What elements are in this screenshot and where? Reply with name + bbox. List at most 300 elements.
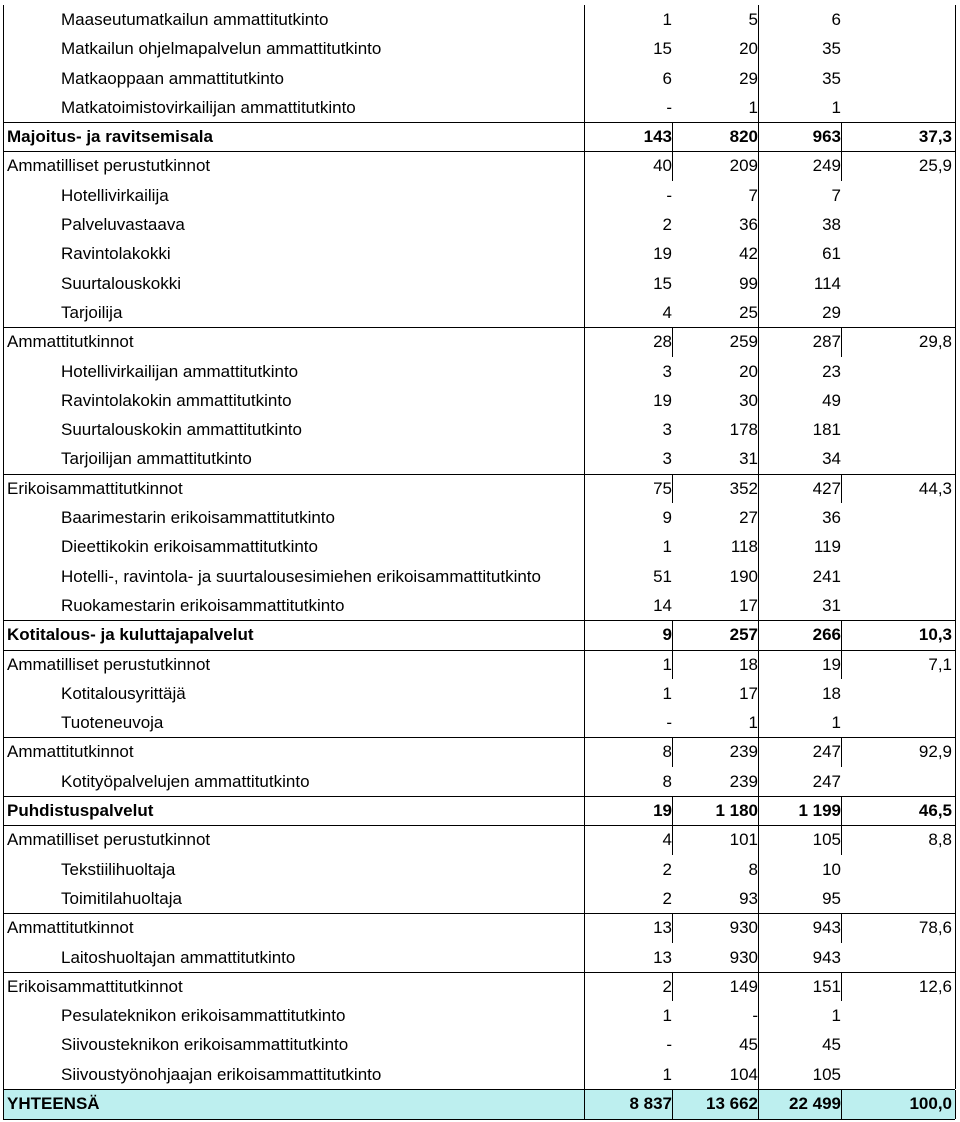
grid-line <box>3 884 4 913</box>
statistics-table <box>3 5 955 1120</box>
value-col-1: - <box>666 97 672 117</box>
grid-line <box>584 1060 585 1089</box>
grid-line <box>584 884 585 913</box>
value-col-1: 19 <box>653 390 672 410</box>
value-col-1: 1 <box>662 1006 672 1026</box>
row-label: Maaseutumatkailun ammattitutkinto <box>61 10 329 29</box>
share-percent <box>841 767 952 796</box>
value-col-2: 259 <box>729 332 758 352</box>
grid-line <box>584 1001 585 1030</box>
grid-line <box>955 327 956 356</box>
grid-line <box>672 737 673 766</box>
share-percent <box>841 591 952 620</box>
table-row <box>3 64 955 93</box>
grid-line <box>758 415 759 444</box>
share-percent: 7,1 <box>928 654 952 674</box>
value-col-2: 5 <box>748 10 758 29</box>
table-row <box>3 767 955 796</box>
value-col-2: 20 <box>739 39 758 59</box>
grid-line <box>758 591 759 620</box>
value-col-1: 3 <box>662 361 672 381</box>
value-col-2: 20 <box>739 361 758 381</box>
grid-line <box>841 327 842 356</box>
grid-line <box>955 679 956 708</box>
row-label: Tekstiilihuoltaja <box>61 859 176 879</box>
share-percent <box>841 708 952 737</box>
grid-line <box>955 210 956 239</box>
total-row <box>3 1089 955 1120</box>
value-col-3: 6 <box>831 10 841 29</box>
grid-line <box>3 591 4 620</box>
row-label: Ammattitutkinnot <box>7 742 134 762</box>
grid-line <box>955 943 956 972</box>
grid-line <box>955 64 956 93</box>
value-col-3: 38 <box>822 215 841 235</box>
value-col-3: 427 <box>812 478 841 498</box>
grid-line <box>955 386 956 415</box>
value-col-2: 352 <box>729 478 758 498</box>
grid-line <box>841 972 842 1001</box>
grid-line <box>3 357 4 386</box>
grid-line <box>672 1090 673 1119</box>
table-row <box>3 737 955 766</box>
value-col-1: 2 <box>662 976 672 996</box>
grid-line <box>672 825 673 854</box>
value-col-3: 1 <box>831 97 841 117</box>
row-label: Erikoisammattitutkinnot <box>7 478 183 498</box>
value-col-3: 249 <box>812 156 841 176</box>
grid-line <box>758 562 759 591</box>
row-label: Puhdistuspalvelut <box>7 801 154 821</box>
value-col-2: 239 <box>729 771 758 791</box>
grid-line <box>841 737 842 766</box>
value-col-1: 4 <box>662 830 672 850</box>
grid-line <box>758 796 759 825</box>
grid-line <box>584 825 585 854</box>
grid-line <box>584 210 585 239</box>
grid-line <box>758 1090 759 1119</box>
grid-line <box>841 825 842 854</box>
row-label: Tarjoilija <box>61 302 123 322</box>
value-col-2: 31 <box>739 449 758 469</box>
value-col-1: - <box>666 1035 672 1055</box>
share-percent <box>841 884 952 913</box>
value-col-3: 18 <box>822 683 841 703</box>
value-col-1: 19 <box>653 801 672 821</box>
value-col-2: 27 <box>739 508 758 528</box>
value-col-2: 101 <box>729 830 758 850</box>
value-col-2: 190 <box>729 566 758 586</box>
grid-line <box>758 386 759 415</box>
row-label: Matkatoimistovirkailijan ammattitutkinto <box>61 97 356 117</box>
table-row <box>3 825 955 854</box>
table-row <box>3 122 955 151</box>
value-col-2: 209 <box>729 156 758 176</box>
grid-line <box>584 943 585 972</box>
value-col-3: 45 <box>822 1035 841 1055</box>
value-col-2: 1 <box>748 97 758 117</box>
grid-line <box>3 239 4 268</box>
table-row <box>3 679 955 708</box>
value-col-3: 35 <box>822 68 841 88</box>
grid-line <box>3 767 4 796</box>
grid-line <box>955 269 956 298</box>
row-label: Kotitalous- ja kuluttajapalvelut <box>7 625 254 645</box>
value-col-2: 17 <box>739 595 758 615</box>
grid-line <box>758 269 759 298</box>
table-row <box>3 620 955 649</box>
grid-line <box>841 1090 842 1119</box>
grid-line <box>672 972 673 1001</box>
value-col-2: 30 <box>739 390 758 410</box>
grid-line <box>584 562 585 591</box>
grid-line <box>3 620 4 649</box>
value-col-2: 1 <box>748 713 758 733</box>
grid-line <box>584 269 585 298</box>
value-col-3: 105 <box>812 1064 841 1084</box>
value-col-3: 10 <box>822 859 841 879</box>
grid-line <box>584 239 585 268</box>
table-row <box>3 5 955 34</box>
grid-line <box>584 620 585 649</box>
grid-line <box>955 34 956 63</box>
grid-line <box>758 151 759 180</box>
row-label: Hotellivirkailijan ammattitutkinto <box>61 361 299 381</box>
grid-line <box>758 298 759 327</box>
grid-line <box>3 679 4 708</box>
value-col-3: 95 <box>822 888 841 908</box>
grid-line <box>3 386 4 415</box>
share-percent <box>841 239 952 268</box>
value-col-1: 6 <box>662 68 672 88</box>
grid-line <box>584 386 585 415</box>
grid-line <box>758 679 759 708</box>
value-col-3: 151 <box>812 976 841 996</box>
row-label: Siivoustyönohjaajan erikoisammattitutkinto <box>61 1064 382 1084</box>
row-label: Kotitalousyrittäjä <box>61 683 186 703</box>
value-col-1: 9 <box>662 625 672 645</box>
grid-line <box>672 151 673 180</box>
grid-line <box>3 64 4 93</box>
grid-line <box>672 327 673 356</box>
share-percent: 12,6 <box>918 976 952 996</box>
grid-line <box>955 1090 956 1119</box>
share-percent <box>841 93 952 122</box>
grid-line <box>758 1060 759 1089</box>
grid-line <box>841 151 842 180</box>
value-col-2: 1 180 <box>715 801 758 821</box>
grid-line <box>841 620 842 649</box>
value-col-1: 8 837 <box>629 1093 672 1113</box>
share-percent: 100,0 <box>909 1093 952 1113</box>
grid-line <box>584 444 585 473</box>
value-col-1: 4 <box>662 302 672 322</box>
grid-line <box>758 532 759 561</box>
grid-line <box>584 5 585 34</box>
table-row <box>3 444 955 473</box>
table-row <box>3 796 955 825</box>
grid-line <box>584 679 585 708</box>
share-percent: 44,3 <box>918 478 952 498</box>
grid-line <box>955 620 956 649</box>
row-label: Tuoteneuvoja <box>61 713 164 733</box>
grid-line <box>3 34 4 63</box>
table-row <box>3 415 955 444</box>
grid-line <box>758 474 759 503</box>
value-col-3: 963 <box>812 127 841 147</box>
value-col-2: 29 <box>739 68 758 88</box>
grid-line <box>584 34 585 63</box>
value-col-2: 8 <box>748 859 758 879</box>
grid-line <box>3 532 4 561</box>
share-percent <box>841 503 952 532</box>
table-row <box>3 884 955 913</box>
value-col-2: 99 <box>739 273 758 293</box>
grid-line <box>955 591 956 620</box>
value-col-3: 22 499 <box>789 1093 841 1113</box>
grid-line <box>758 122 759 151</box>
share-percent <box>841 1030 952 1059</box>
grid-line <box>758 884 759 913</box>
value-col-3: 34 <box>822 449 841 469</box>
grid-line <box>841 122 842 151</box>
row-label: Majoitus- ja ravitsemisala <box>7 127 213 147</box>
grid-line <box>584 708 585 737</box>
value-col-3: 29 <box>822 302 841 322</box>
grid-line <box>758 650 759 679</box>
value-col-2: 17 <box>739 683 758 703</box>
value-col-2: 93 <box>739 888 758 908</box>
grid-line <box>584 591 585 620</box>
grid-line <box>3 1001 4 1030</box>
grid-line <box>955 474 956 503</box>
row-label: Ruokamestarin erikoisammattitutkinto <box>61 595 345 615</box>
grid-line <box>584 298 585 327</box>
grid-line <box>955 503 956 532</box>
value-col-1: 8 <box>662 771 672 791</box>
row-label: YHTEENSÄ <box>7 1093 100 1113</box>
grid-line <box>3 1090 4 1119</box>
grid-line <box>955 93 956 122</box>
grid-line <box>584 415 585 444</box>
grid-line <box>584 122 585 151</box>
value-col-1: 3 <box>662 420 672 440</box>
grid-line <box>955 737 956 766</box>
value-col-2: 820 <box>729 127 758 147</box>
grid-line <box>955 913 956 942</box>
value-col-1: 1 <box>662 1064 672 1084</box>
value-col-2: 239 <box>729 742 758 762</box>
grid-line <box>3 122 4 151</box>
value-col-1: 75 <box>653 478 672 498</box>
grid-line <box>841 913 842 942</box>
value-col-3: 119 <box>813 537 841 557</box>
share-percent <box>841 679 952 708</box>
table-row <box>3 913 955 942</box>
grid-line <box>3 181 4 210</box>
row-label: Matkaoppaan ammattitutkinto <box>61 68 285 88</box>
grid-line <box>672 650 673 679</box>
value-col-1: 13 <box>653 918 672 938</box>
table-row <box>3 210 955 239</box>
grid-line <box>3 1060 4 1089</box>
grid-line <box>584 1090 585 1119</box>
table-row <box>3 151 955 180</box>
table-row <box>3 181 955 210</box>
grid-line <box>584 181 585 210</box>
row-label: Ravintolakokki <box>61 244 171 264</box>
share-percent <box>841 855 952 884</box>
table-row <box>3 327 955 356</box>
table-row <box>3 357 955 386</box>
value-col-1: 40 <box>653 156 672 176</box>
grid-line <box>758 855 759 884</box>
value-col-3: 49 <box>822 390 841 410</box>
grid-line <box>758 239 759 268</box>
table-row <box>3 1030 955 1059</box>
grid-line <box>758 503 759 532</box>
row-label: Dieettikokin erikoisammattitutkinto <box>61 537 318 557</box>
grid-line <box>3 796 4 825</box>
share-percent <box>841 386 952 415</box>
value-col-1: 3 <box>662 449 672 469</box>
grid-line <box>3 562 4 591</box>
value-col-2: 42 <box>739 244 758 264</box>
table-row <box>3 1001 955 1030</box>
value-col-1: 13 <box>653 947 672 967</box>
value-col-1: 1 <box>662 654 672 674</box>
grid-line <box>584 474 585 503</box>
value-col-2: 930 <box>729 947 758 967</box>
value-col-3: 1 <box>831 713 841 733</box>
value-col-3: 23 <box>822 361 841 381</box>
grid-line <box>955 5 956 34</box>
grid-line <box>955 1060 956 1089</box>
grid-line <box>955 444 956 473</box>
value-col-2: 25 <box>739 302 758 322</box>
grid-line <box>758 181 759 210</box>
value-col-3: 266 <box>812 625 841 645</box>
value-col-1: 143 <box>643 127 672 147</box>
grid-line <box>584 767 585 796</box>
table-row <box>3 650 955 679</box>
value-col-2: 45 <box>739 1035 758 1055</box>
row-label: Ravintolakokin ammattitutkinto <box>61 390 292 410</box>
table-row <box>3 239 955 268</box>
row-label: Hotelli-, ravintola- ja suurtalousesimiehen erikoisammattitutkinto <box>61 566 541 586</box>
grid-line <box>3 93 4 122</box>
grid-line <box>672 913 673 942</box>
grid-line <box>955 357 956 386</box>
share-percent <box>841 444 952 473</box>
grid-line <box>584 357 585 386</box>
grid-line <box>955 562 956 591</box>
grid-line <box>584 972 585 1001</box>
value-col-1: 8 <box>662 742 672 762</box>
grid-line <box>955 825 956 854</box>
grid-line <box>3 650 4 679</box>
grid-line <box>672 796 673 825</box>
grid-line <box>955 181 956 210</box>
value-col-1: 2 <box>662 215 672 235</box>
table-row <box>3 972 955 1001</box>
value-col-2: 7 <box>748 185 758 205</box>
share-percent <box>841 298 952 327</box>
value-col-1: 2 <box>662 859 672 879</box>
share-percent <box>841 1001 952 1030</box>
grid-line <box>3 825 4 854</box>
table-row <box>3 93 955 122</box>
grid-line <box>3 210 4 239</box>
grid-line <box>672 122 673 151</box>
value-col-2: 178 <box>729 420 758 440</box>
grid-line <box>955 972 956 1001</box>
grid-line <box>841 796 842 825</box>
table-row <box>3 708 955 737</box>
grid-line <box>758 444 759 473</box>
share-percent <box>841 181 952 210</box>
value-col-3: 35 <box>822 39 841 59</box>
value-col-3: 1 199 <box>798 801 841 821</box>
value-col-2: - <box>752 1006 758 1026</box>
row-label: Tarjoilijan ammattitutkinto <box>61 449 252 469</box>
value-col-3: 181 <box>812 420 841 440</box>
grid-line <box>584 855 585 884</box>
value-col-1: - <box>666 713 672 733</box>
value-col-1: 1 <box>662 537 672 557</box>
grid-line <box>584 327 585 356</box>
row-label: Ammatilliset perustutkinnot <box>7 830 211 850</box>
table-row <box>3 298 955 327</box>
value-col-1: 14 <box>653 595 672 615</box>
grid-line <box>584 1030 585 1059</box>
grid-line <box>758 210 759 239</box>
row-label: Ammatilliset perustutkinnot <box>7 156 211 176</box>
value-col-1: 15 <box>653 39 672 59</box>
table-row <box>3 562 955 591</box>
row-label: Ammatilliset perustutkinnot <box>7 654 211 674</box>
value-col-3: 247 <box>812 771 841 791</box>
value-col-3: 943 <box>812 918 841 938</box>
grid-line <box>3 151 4 180</box>
share-percent: 8,8 <box>928 830 952 850</box>
share-percent: 92,9 <box>918 742 952 762</box>
share-percent: 29,8 <box>918 332 952 352</box>
grid-line <box>3 269 4 298</box>
grid-line <box>584 796 585 825</box>
grid-line <box>758 708 759 737</box>
grid-line <box>841 474 842 503</box>
grid-line <box>3 737 4 766</box>
grid-line <box>584 532 585 561</box>
grid-line <box>955 151 956 180</box>
grid-line <box>758 1001 759 1030</box>
grid-line <box>3 503 4 532</box>
grid-line <box>955 532 956 561</box>
value-col-3: 943 <box>812 947 841 967</box>
value-col-2: 36 <box>739 215 758 235</box>
value-col-2: 257 <box>729 625 758 645</box>
grid-line <box>955 650 956 679</box>
value-col-2: 149 <box>729 976 758 996</box>
table-row <box>3 503 955 532</box>
grid-line <box>758 64 759 93</box>
value-col-1: 1 <box>662 10 672 29</box>
share-percent: 25,9 <box>918 156 952 176</box>
grid-line <box>3 444 4 473</box>
grid-line <box>3 972 4 1001</box>
share-percent <box>841 34 952 63</box>
